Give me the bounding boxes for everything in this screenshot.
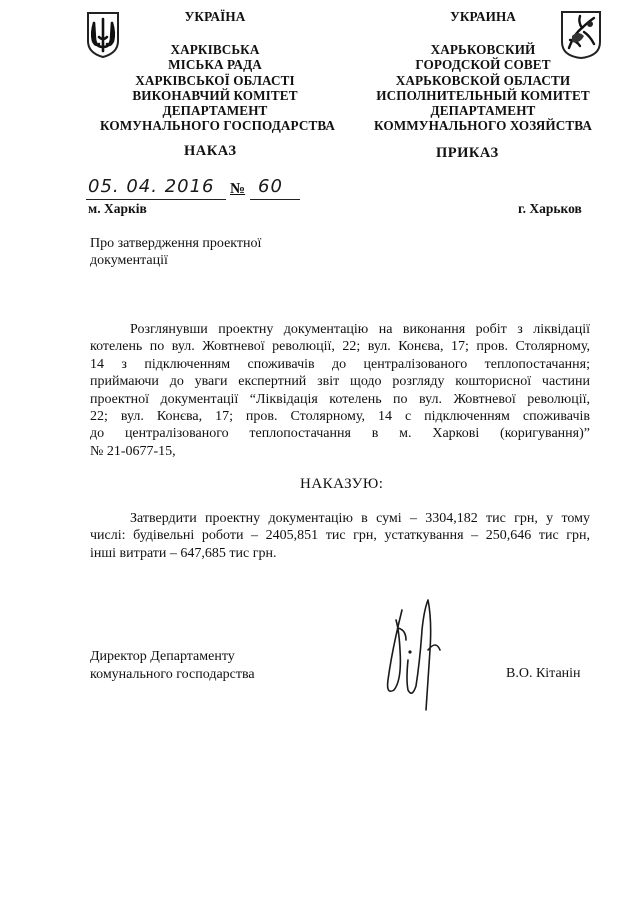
body-line: № 21-0677-15, [90,443,176,459]
city-right: г. Харьков [518,201,582,216]
number-underline [250,199,300,200]
order-subject [90,235,261,269]
body-line: проектної документації “Ліквідація котелень по вул. Жовтневої революції, [90,391,590,407]
body-line: до централізованого теплопостачання в м. Харкові (коригування)” [90,426,590,442]
body-line: 22; вул. Конєва, 17; пров. Столярному, 14 с підключенням споживачів [90,409,590,425]
header-right-country: УКРАИНА [450,9,516,24]
header-right-org-line: ХАРЬКОВСКИЙ [430,42,536,58]
date-underline [86,199,226,200]
signatory-name: В.О. Кітанін [506,666,581,681]
body-line: 14 з підключенням споживачів до централізованого теплопостачання; [90,356,590,372]
decision-line: інші витрати – 647,685 тис грн. [90,545,277,561]
header-left-org-line: ВИКОНАВЧИЙ КОМІТЕТ [132,87,298,103]
body-line: котелень по вул. Жовтневої революції, 22; вул. Конєва, 17; пров. Столярному, [90,339,590,355]
order-heading: НАКАЗУЮ: [300,476,384,492]
header-right-org-line: ХАРЬКОВСКОЙ ОБЛАСТИ [395,72,571,88]
header-left-org-line: ХАРКІВСЬКА [170,42,260,58]
signatory-position [90,648,255,684]
header-right-org-line: ДЕПАРТАМЕНТ [430,103,536,119]
body-line: приймаючи до уваги експертний звіт щодо розгляду кошторисної частини [90,374,590,390]
handwritten-signature [372,590,452,720]
header-right-org-line: КОММУНАЛЬНОГО ХОЗЯЙСТВА [374,118,592,134]
header-right [363,9,603,133]
preamble-paragraph [90,321,590,460]
order-date-handwritten: 05. 04. 2016 [88,176,215,197]
subject-line: документації [90,253,168,268]
order-number-label: № [230,181,246,197]
signatory-position-line: Директор Департаменту [90,649,235,664]
header-left-org-line: КОМУНАЛЬНОГО ГОСПОДАРСТВА [100,118,336,134]
header-left-org-line: ДЕПАРТАМЕНТ [162,103,268,119]
signatory-position-line: комунального господарства [90,667,255,682]
city-left: м. Харків [88,201,147,216]
header-left-org-line: МІСЬКА РАДА [168,57,262,73]
decision-paragraph [90,510,590,562]
subject-line: Про затвердження проектної [90,236,262,251]
body-line: Розглянувши проектну документацію на виконання робіт з ліквідації [130,322,590,337]
doc-type-right: ПРИКАЗ [436,145,499,161]
doc-type-left: НАКАЗ [184,143,237,159]
header-right-org-line: ИСПОЛНИТЕЛЬНЫЙ КОМИТЕТ [376,87,590,103]
decision-line: Затвердити проектну документацію в сумі – 3304,182 тис грн, у тому [130,511,590,526]
decision-line: числі: будівельні роботи – 2405,851 тис грн, устаткування – 250,646 тис грн, [90,528,590,544]
order-number-handwritten: 60 [258,176,283,197]
header-right-org-line: ГОРОДСКОЙ СОВЕТ [415,57,551,73]
header-left [100,9,336,134]
header-left-country: УКРАЇНА [184,9,246,24]
header-left-org-line: ХАРКІВСЬКОЇ ОБЛАСТІ [135,72,295,88]
